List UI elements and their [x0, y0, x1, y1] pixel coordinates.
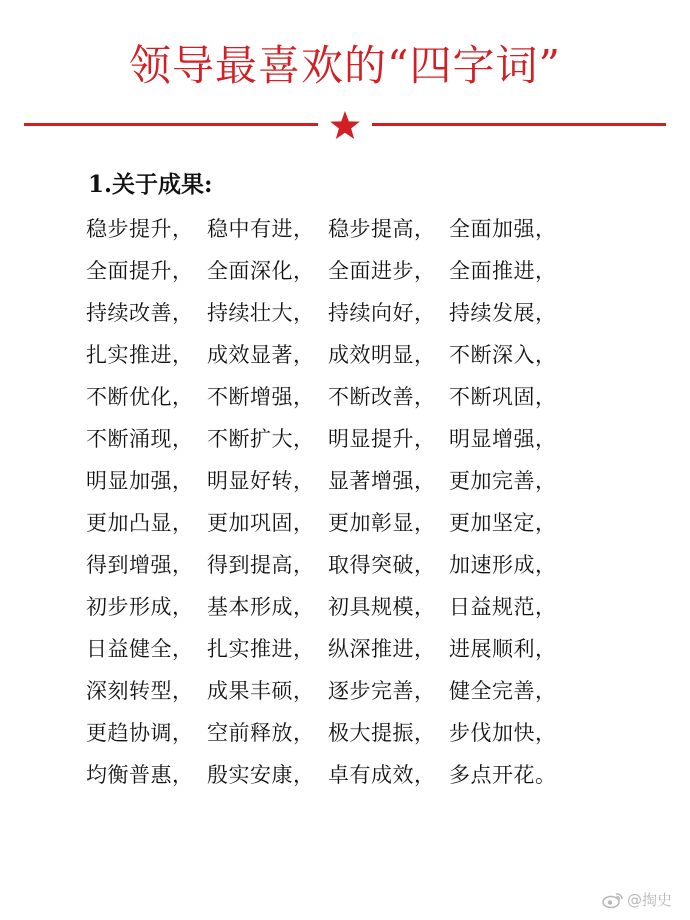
- phrase-item: 扎实推进，: [86, 343, 194, 367]
- phrase-row: [86, 250, 606, 292]
- page-title: 领导最喜欢的“四字词”: [129, 41, 561, 90]
- weibo-icon: [602, 891, 624, 909]
- phrase-item: 成效明显，: [328, 343, 436, 367]
- phrase-item: 稳步提升，: [86, 217, 194, 241]
- phrase-item: 卓有成效，: [328, 763, 436, 787]
- phrase-item: 进展顺利，: [449, 637, 557, 661]
- phrase-row: [86, 376, 606, 418]
- phrase-item: 逐步完善，: [328, 679, 436, 703]
- section-heading: 1.关于成果:: [88, 171, 213, 198]
- phrase-item: 步伐加快，: [449, 721, 557, 745]
- phrase-item: 极大提振，: [328, 721, 436, 745]
- phrase-item: 不断巩固，: [449, 385, 557, 409]
- phrase-item: 得到提高，: [207, 553, 315, 577]
- phrase-item: 成效显著，: [207, 343, 315, 367]
- phrase-item: 成果丰硕，: [207, 679, 315, 703]
- phrase-row: [86, 208, 606, 250]
- watermark-text: @掏史: [626, 891, 672, 909]
- phrase-list: [86, 208, 606, 796]
- phrase-item: 健全完善，: [449, 679, 557, 703]
- phrase-item: 更加坚定，: [449, 511, 557, 535]
- phrase-item: 得到增强，: [86, 553, 194, 577]
- phrase-item: 稳中有进，: [207, 217, 315, 241]
- phrase-row: [86, 712, 606, 754]
- phrase-row: [86, 502, 606, 544]
- phrase-item: 不断改善，: [328, 385, 436, 409]
- phrase-item: 基本形成，: [207, 595, 315, 619]
- phrase-row: [86, 292, 606, 334]
- phrase-item: 多点开花。: [449, 763, 557, 787]
- phrase-item: 全面推进，: [449, 259, 557, 283]
- phrase-row: [86, 544, 606, 586]
- phrase-item: 不断增强，: [207, 385, 315, 409]
- phrase-item: 全面进步，: [328, 259, 436, 283]
- phrase-item: 殷实安康，: [207, 763, 315, 787]
- phrase-item: 更加凸显，: [86, 511, 194, 535]
- divider-line-right: [372, 123, 666, 126]
- phrase-item: 全面提升，: [86, 259, 194, 283]
- phrase-item: 不断优化，: [86, 385, 194, 409]
- phrase-item: 明显加强，: [86, 469, 194, 493]
- title-divider: [24, 110, 666, 140]
- phrase-item: 初具规模，: [328, 595, 436, 619]
- phrase-row: [86, 628, 606, 670]
- phrase-row: [86, 460, 606, 502]
- phrase-item: 扎实推进，: [207, 637, 315, 661]
- phrase-item: 持续改善，: [86, 301, 194, 325]
- phrase-item: 更加完善，: [449, 469, 557, 493]
- phrase-item: 均衡普惠，: [86, 763, 194, 787]
- phrase-row: [86, 754, 606, 796]
- phrase-item: 持续发展，: [449, 301, 557, 325]
- phrase-item: 更加巩固，: [207, 511, 315, 535]
- phrase-item: 不断涌现，: [86, 427, 194, 451]
- phrase-item: 持续壮大，: [207, 301, 315, 325]
- watermark: [602, 889, 672, 910]
- phrase-row: [86, 586, 606, 628]
- phrase-item: 加速形成，: [449, 553, 557, 577]
- divider-line-left: [24, 123, 318, 126]
- phrase-item: 更趋协调，: [86, 721, 194, 745]
- phrase-item: 初步形成，: [86, 595, 194, 619]
- phrase-row: [86, 670, 606, 712]
- phrase-item: 全面深化，: [207, 259, 315, 283]
- phrase-item: 显著增强，: [328, 469, 436, 493]
- phrase-item: 明显好转，: [207, 469, 315, 493]
- phrase-item: 空前释放，: [207, 721, 315, 745]
- phrase-item: 纵深推进，: [328, 637, 436, 661]
- phrase-item: 日益规范，: [449, 595, 557, 619]
- phrase-item: 更加彰显，: [328, 511, 436, 535]
- phrase-item: 取得突破，: [328, 553, 436, 577]
- phrase-item: 持续向好，: [328, 301, 436, 325]
- phrase-item: 不断扩大，: [207, 427, 315, 451]
- phrase-row: [86, 418, 606, 460]
- phrase-item: 深刻转型，: [86, 679, 194, 703]
- phrase-item: 不断深入，: [449, 343, 557, 367]
- star-icon: [329, 110, 361, 140]
- phrase-item: 全面加强，: [449, 217, 557, 241]
- phrase-item: 日益健全，: [86, 637, 194, 661]
- phrase-item: 明显提升，: [328, 427, 436, 451]
- phrase-item: 明显增强，: [449, 427, 557, 451]
- phrase-row: [86, 334, 606, 376]
- phrase-item: 稳步提高，: [328, 217, 436, 241]
